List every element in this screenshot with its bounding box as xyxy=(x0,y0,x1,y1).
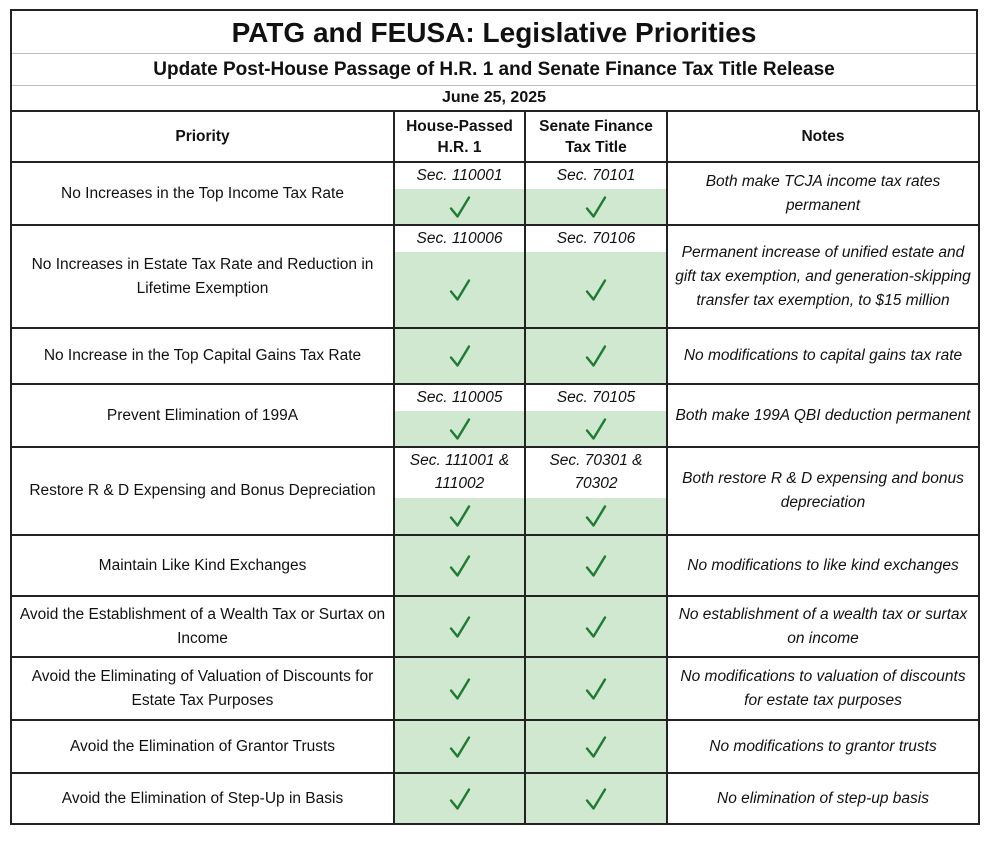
senate-section-ref: Sec. 70106 xyxy=(526,226,666,252)
notes-cell: No modifications to capital gains tax rate xyxy=(667,328,979,384)
senate-status-cell xyxy=(525,447,667,535)
table-body xyxy=(11,162,979,824)
house-section-ref: Sec. 110006 xyxy=(395,226,524,252)
house-status-cell xyxy=(394,225,525,328)
check-icon xyxy=(395,329,524,383)
header-house xyxy=(394,111,525,162)
check-icon xyxy=(395,721,524,772)
check-icon xyxy=(395,411,524,446)
page-date: June 25, 2025 xyxy=(441,89,547,106)
check-icon xyxy=(395,189,524,224)
priority-cell: No Increases in the Top Income Tax Rate xyxy=(11,162,394,225)
senate-status-cell xyxy=(525,773,667,824)
check-icon xyxy=(395,597,524,656)
table-row xyxy=(11,447,979,535)
header-notes: Notes xyxy=(667,111,979,162)
priority-cell: Avoid the Elimination of Grantor Trusts xyxy=(11,720,394,773)
priority-cell: Avoid the Elimination of Step-Up in Basis xyxy=(11,773,394,824)
senate-status-cell xyxy=(525,596,667,657)
senate-status-cell xyxy=(525,162,667,225)
priority-cell: Prevent Elimination of 199A xyxy=(11,384,394,447)
house-status-cell xyxy=(394,162,525,225)
table-row xyxy=(11,384,979,447)
check-icon xyxy=(526,329,666,383)
table-row xyxy=(11,596,979,657)
senate-status-cell xyxy=(525,657,667,720)
header-house-line1: House-Passed xyxy=(406,117,513,135)
check-icon xyxy=(526,189,666,224)
priorities-table xyxy=(10,110,980,825)
check-icon xyxy=(526,536,666,595)
check-icon xyxy=(395,252,524,327)
check-icon xyxy=(526,252,666,327)
house-status-cell xyxy=(394,384,525,447)
table-header-row xyxy=(11,111,979,162)
page-subtitle: Update Post-House Passage of H.R. 1 and Senate Finance Tax Title Release xyxy=(12,54,976,86)
senate-status-cell xyxy=(525,384,667,447)
senate-status-cell xyxy=(525,225,667,328)
house-status-cell xyxy=(394,657,525,720)
header-senate-line2: Tax Title xyxy=(565,138,627,156)
notes-cell: Both make TCJA income tax rates permanent xyxy=(667,162,979,225)
check-icon xyxy=(395,536,524,595)
senate-section-ref: Sec. 70301 & 70302 xyxy=(526,448,666,498)
house-status-cell xyxy=(394,596,525,657)
table-row xyxy=(11,225,979,328)
header-senate xyxy=(525,111,667,162)
notes-cell: No establishment of a wealth tax or surtax on income xyxy=(667,596,979,657)
document xyxy=(10,9,978,825)
priority-cell: Avoid the Establishment of a Wealth Tax or Surtax on Income xyxy=(11,596,394,657)
senate-status-cell xyxy=(525,535,667,596)
table-row xyxy=(11,162,979,225)
page-title: PATG and FEUSA: Legislative Priorities xyxy=(12,11,976,54)
header-house-line2: H.R. 1 xyxy=(437,138,482,156)
house-status-cell xyxy=(394,720,525,773)
notes-cell: No modifications to like kind exchanges xyxy=(667,535,979,596)
notes-cell: No elimination of step-up basis xyxy=(667,773,979,824)
priority-cell: Avoid the Eliminating of Valuation of Discounts for Estate Tax Purposes xyxy=(11,657,394,720)
senate-section-ref: Sec. 70101 xyxy=(526,163,666,189)
house-section-ref: Sec. 110005 xyxy=(395,385,524,411)
house-status-cell xyxy=(394,447,525,535)
check-icon xyxy=(526,774,666,823)
table-row xyxy=(11,720,979,773)
document-header xyxy=(10,9,978,110)
notes-cell: No modifications to valuation of discounts for estate tax purposes xyxy=(667,657,979,720)
header-priority: Priority xyxy=(11,111,394,162)
notes-cell: Both make 199A QBI deduction permanent xyxy=(667,384,979,447)
priority-cell: Maintain Like Kind Exchanges xyxy=(11,535,394,596)
header-senate-line1: Senate Finance xyxy=(539,117,653,135)
priority-cell: Restore R & D Expensing and Bonus Depreciation xyxy=(11,447,394,535)
check-icon xyxy=(395,498,524,534)
table-row xyxy=(11,328,979,384)
notes-cell: Permanent increase of unified estate and gift tax exemption, and generation-skipping transfer tax exemption, to $15 million xyxy=(667,225,979,328)
table-row xyxy=(11,535,979,596)
check-icon xyxy=(526,597,666,656)
notes-cell: No modifications to grantor trusts xyxy=(667,720,979,773)
check-icon xyxy=(395,658,524,719)
priority-cell: No Increases in Estate Tax Rate and Reduction in Lifetime Exemption xyxy=(11,225,394,328)
check-icon xyxy=(526,498,666,534)
house-section-ref: Sec. 110001 xyxy=(395,163,524,189)
senate-section-ref: Sec. 70105 xyxy=(526,385,666,411)
house-status-cell xyxy=(394,328,525,384)
table-row xyxy=(11,773,979,824)
house-section-ref: Sec. 111001 & 111002 xyxy=(395,448,524,498)
priority-cell: No Increase in the Top Capital Gains Tax Rate xyxy=(11,328,394,384)
check-icon xyxy=(526,411,666,446)
senate-status-cell xyxy=(525,328,667,384)
house-status-cell xyxy=(394,535,525,596)
table-row xyxy=(11,657,979,720)
check-icon xyxy=(526,721,666,772)
senate-status-cell xyxy=(525,720,667,773)
house-status-cell xyxy=(394,773,525,824)
check-icon xyxy=(526,658,666,719)
check-icon xyxy=(395,774,524,823)
notes-cell: Both restore R & D expensing and bonus depreciation xyxy=(667,447,979,535)
